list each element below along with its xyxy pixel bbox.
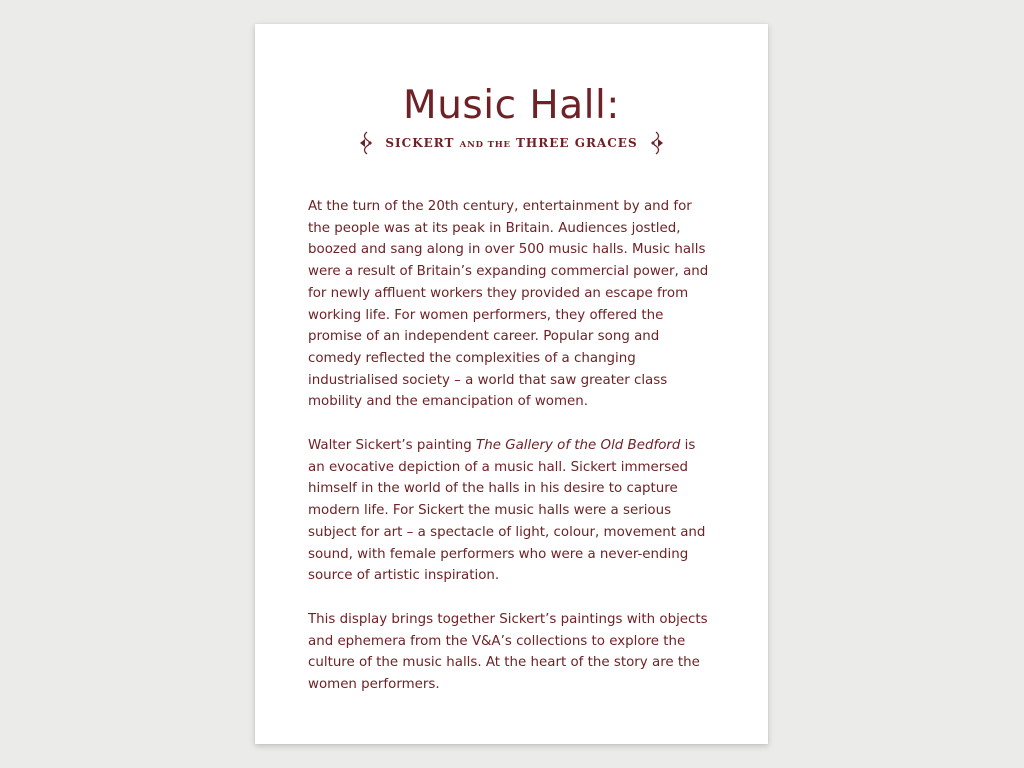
- subtitle-three-graces: THREE GRACES: [516, 136, 638, 150]
- subtitle-and-the: AND THE: [459, 140, 511, 150]
- paragraph-1-line: industrialised society – a world that saw greater class: [308, 372, 668, 388]
- paragraph-2-line: sound, with female performers who were a never-ending: [308, 546, 689, 562]
- paragraph-2-line: an evocative depiction of a music hall. Sickert immersed: [308, 459, 688, 475]
- page-title: Music Hall:: [403, 83, 620, 128]
- title-block: [255, 84, 768, 160]
- paragraph-2-line: himself in the world of the halls in his desire to capture: [308, 481, 678, 497]
- paragraph-1-line: mobility and the emancipation of women.: [308, 394, 589, 410]
- subtitle-row: [359, 130, 663, 156]
- paragraph-1-line: At the turn of the 20th century, entertainment by and for: [308, 199, 692, 214]
- paragraph-1-line: promise of an independent career. Popular song and: [308, 329, 660, 345]
- paragraph-3-line: culture of the music halls. At the heart of the story are the: [308, 655, 700, 671]
- paragraph-2-line: modern life. For Sickert the music halls were a serious: [308, 503, 672, 519]
- paragraph-3: [308, 609, 720, 696]
- subtitle-sickert: SICKERT: [385, 136, 455, 150]
- paragraph-1-line: the people was at its peak in Britain. Audiences jostled,: [308, 220, 681, 236]
- paragraph-3-line: This display brings together Sickert’s paintings with objects: [308, 611, 708, 627]
- paragraph-2-suffix: is: [680, 438, 696, 454]
- paragraph-1-line: comedy reflected the complexities of a changing: [308, 350, 636, 366]
- painting-title: The Gallery of the Old Bedford: [476, 438, 681, 454]
- body-text: [308, 196, 720, 696]
- right-flourish-icon: [648, 130, 664, 156]
- paragraph-1-line: were a result of Britain’s expanding commercial power, and: [308, 264, 709, 280]
- paragraph-3-line: and ephemera from the V&A’s collections to explore the: [308, 633, 686, 649]
- subtitle: [375, 136, 647, 150]
- paragraph-1-line: for newly affluent workers they provided an escape from: [308, 285, 689, 301]
- paragraph-3-line: women performers.: [308, 677, 440, 693]
- document-page: [255, 24, 768, 744]
- paragraph-1-line: boozed and sang along in over 500 music halls. Music halls: [308, 242, 706, 258]
- paragraph-2-prefix: Walter Sickert’s painting: [308, 438, 477, 454]
- paragraph-1-line: working life. For women performers, they offered the: [308, 307, 664, 323]
- paragraph-2-line: source of artistic inspiration.: [308, 568, 500, 584]
- paragraph-2-first-line: [308, 435, 720, 457]
- left-flourish-icon: [359, 130, 375, 156]
- paragraph-2: [308, 435, 720, 587]
- paragraph-1: [308, 196, 720, 413]
- paragraph-2-line: subject for art – a spectacle of light, colour, movement and: [308, 524, 706, 540]
